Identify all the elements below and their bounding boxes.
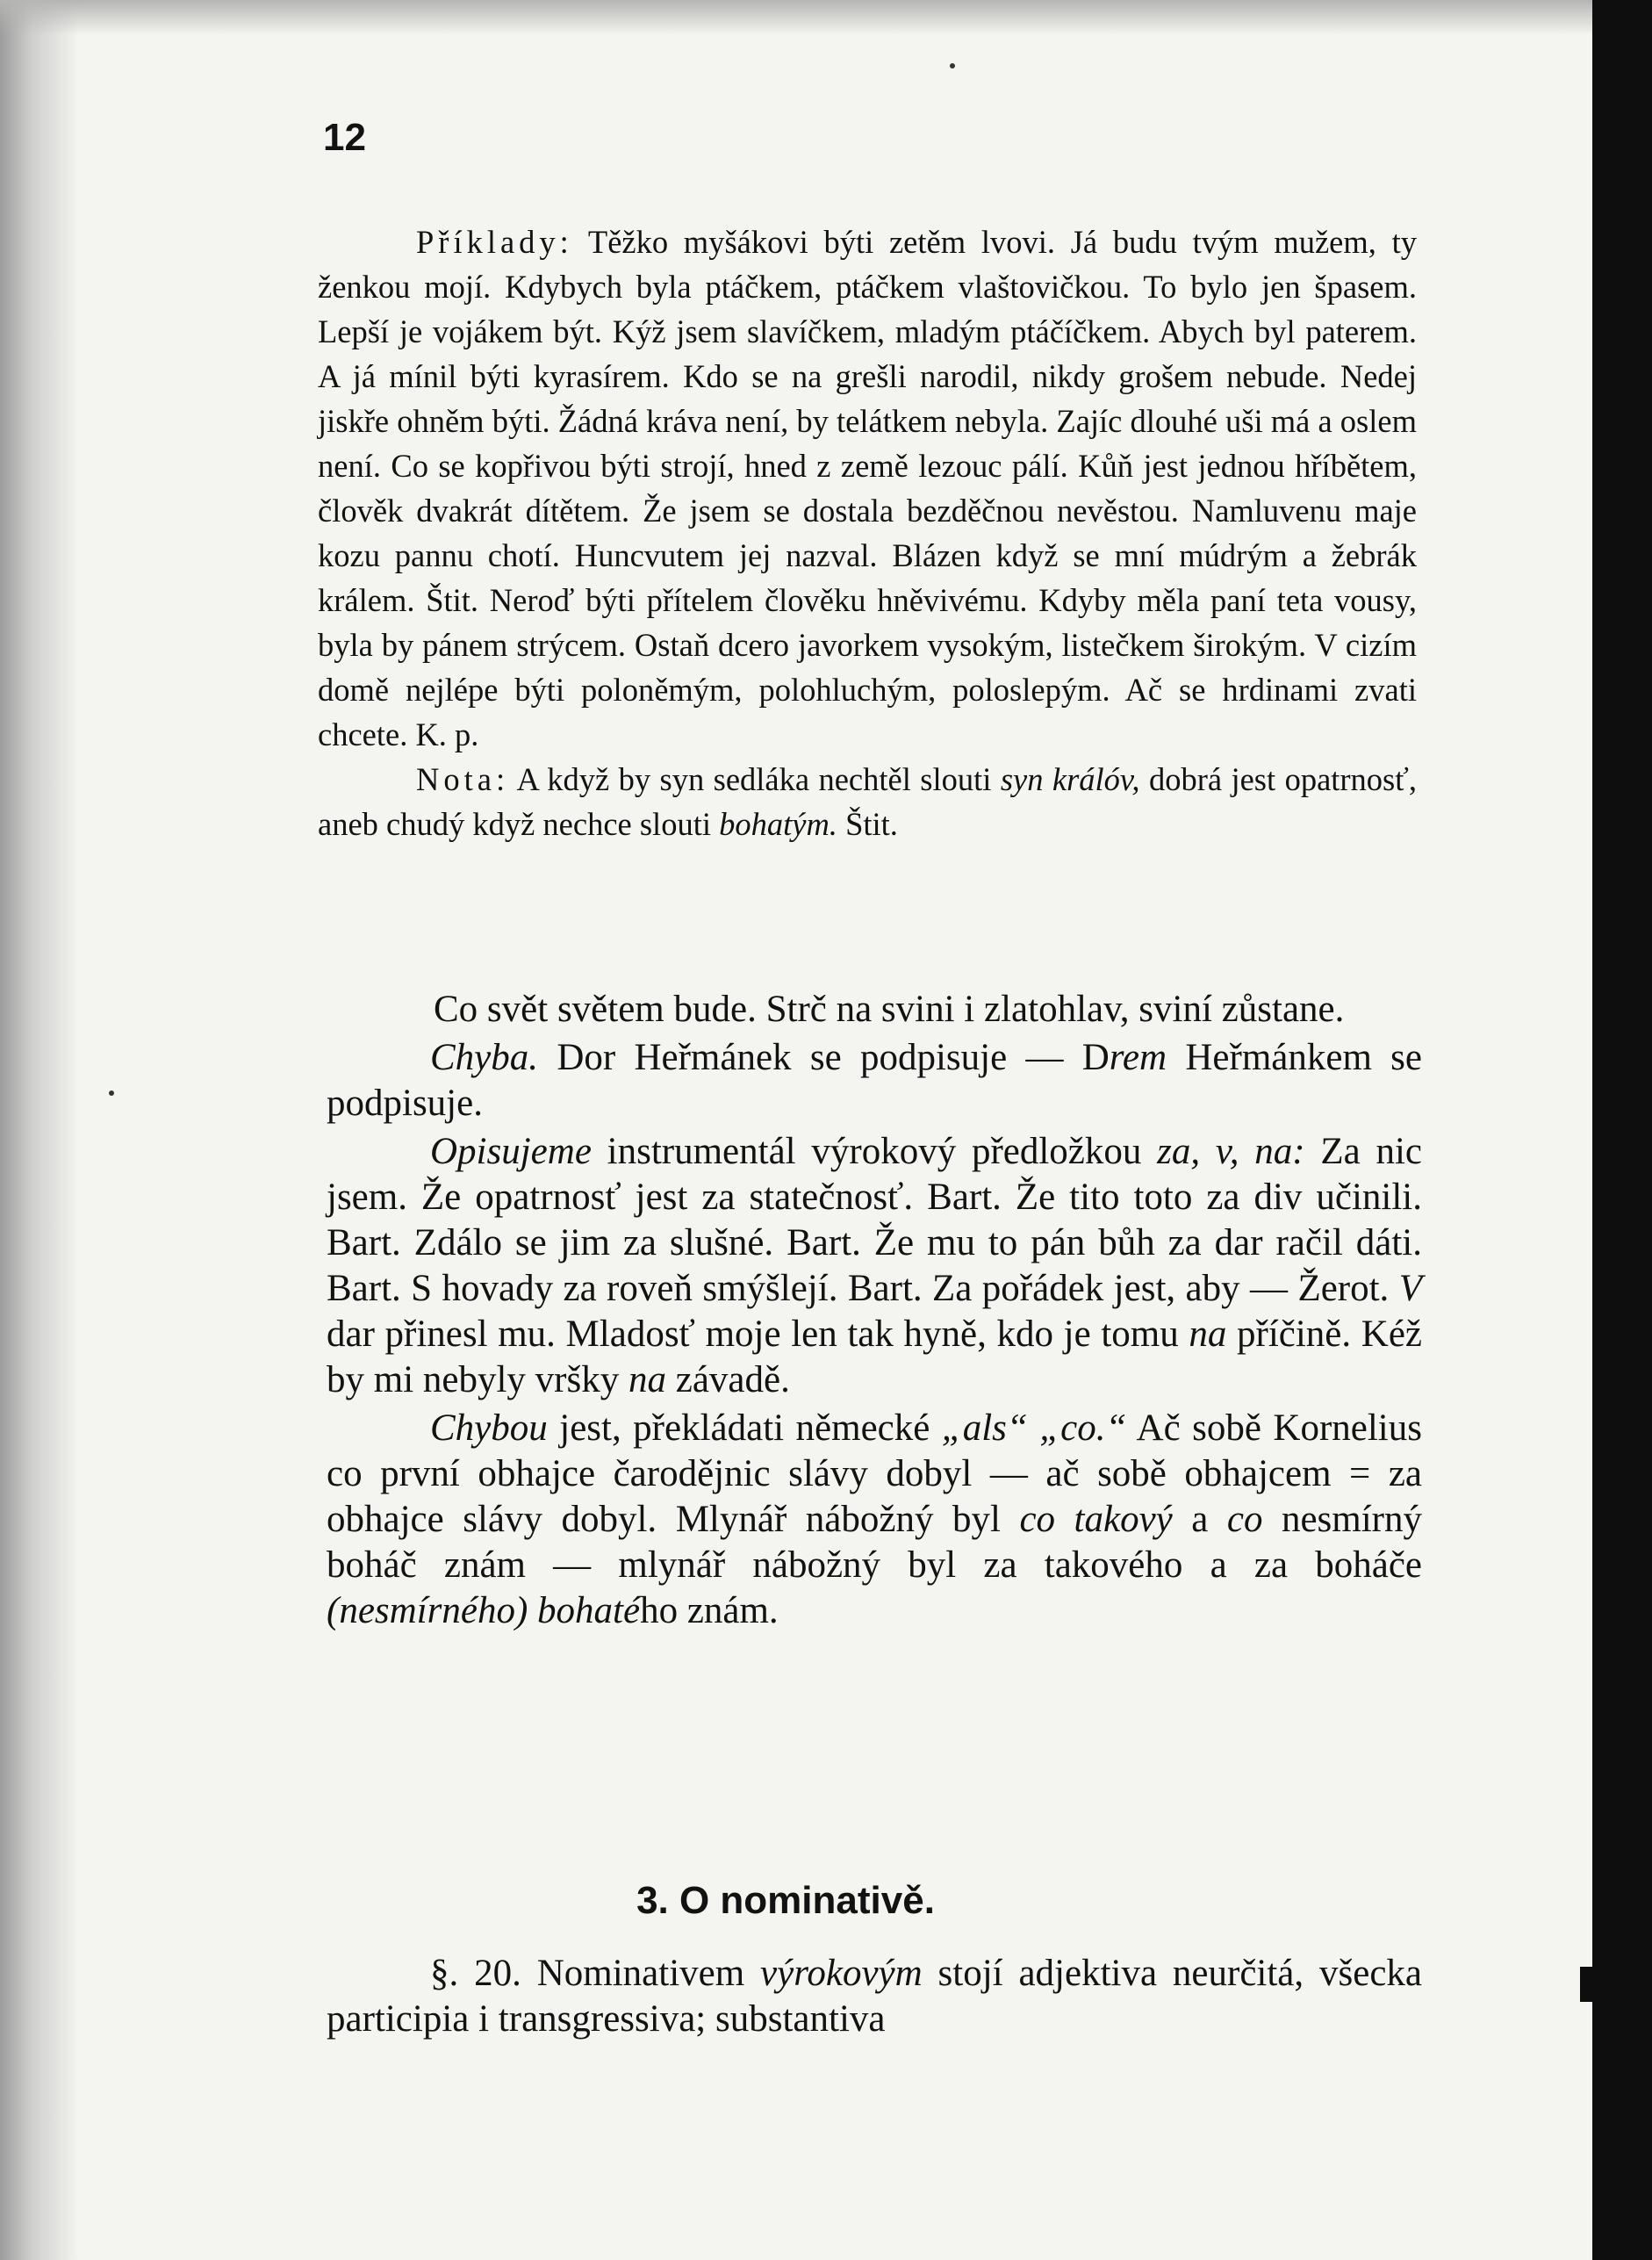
paragraph-text: stojí adjektiva neurčitá, všecka participia i transgressiva; substantiva xyxy=(327,1953,1422,2040)
paragraph-text: instrumentál výrokový předložkou xyxy=(591,1131,1158,1172)
paragraph-text: nesmírný boháč znám — mlynář nábožný byl za takového a za boháče xyxy=(327,1499,1422,1586)
paragraph-italic: co takový xyxy=(1019,1499,1173,1540)
paragraph-co-svet xyxy=(327,987,1422,1033)
paragraph-italic: výrokovým xyxy=(760,1953,923,1994)
paragraph-chybou xyxy=(327,1406,1422,1634)
paragraph-text: dar přinesl mu. Mladosť moje len tak hyně, kdo je tomu xyxy=(327,1314,1189,1355)
paragraph-italic: Opisujeme xyxy=(430,1131,592,1172)
examples-text: Těžko myšákovi býti zetěm lvovi. Já budu tvým mužem, ty ženkou mojí. Kdybych byla ptáčkem, ptáčkem vlaštovičkou. To bylo jen špasem. Lepší je vojákem být. Kýž jsem slavíčkem, mladým ptáčíčkem. Abych byl paterem. A já mínil býti kyrasírem. Kdo se na grešli narodil, nikdy grošem nebude. Nedej jiskře ohněm býti. Žádná kráva není, by telátkem nebyla. Zajíc dlouhé uši má a oslem není. Co se kopřivou býti strojí, hned z země lezouc pálí. Kůň jest jednou hříbětem, člověk dvakrát dítětem. Že jsem se dostala bezděčnou nevěstou. Namluvenu maje kozu pannu chotí. Huncvutem jej nazval. Blázen když se mní múdrým a žebrák králem. Štit. Neroď býti přítelem člověku hněvivému. Kdyby měla paní teta vousy, byla by pánem strýcem. Ostaň dcero javorkem vysokým, listečkem širokým. V cizím domě nejlépe býti poloněmým, polohluchým, poloslepým. Ač se hrdinami zvati chcete. K. p. xyxy=(318,224,1417,752)
paragraph-italic: za, v, na: xyxy=(1157,1131,1305,1172)
paragraph-italic: V xyxy=(1398,1268,1422,1309)
paragraph-text: jest, překládati německé xyxy=(547,1407,942,1449)
paragraph-nominativem xyxy=(327,1951,1422,2042)
nota-paragraph xyxy=(318,757,1417,846)
paragraph-text: příčině. Kéž by mi nebyly vršky xyxy=(327,1314,1422,1400)
paragraph-italic: rem xyxy=(1109,1037,1167,1078)
paragraph-text: Co svět světem bude. Strč na svini i zlatohlav, sviní zůstane. xyxy=(434,989,1345,1030)
nota-text: Štit. xyxy=(837,806,898,842)
paragraph-italic: Chybou xyxy=(430,1407,548,1449)
examples-label: Příklady: xyxy=(416,224,573,260)
main-text-block xyxy=(327,987,1422,1637)
paragraph-text: Ač sobě Kornelius co první obhajce čarodějnic slávy dobyl — ač sobě obhajcem = za obhajce slávy dobyl. Mlynář nábožný byl xyxy=(327,1407,1422,1540)
paragraph-text: závadě. xyxy=(665,1359,790,1400)
paragraph-italic: na xyxy=(628,1359,666,1400)
paragraph-italic: Chyba. xyxy=(430,1037,539,1078)
paragraph-text: §. 20. Nominativem xyxy=(430,1953,761,1994)
section-heading xyxy=(0,1879,1652,1923)
paragraph-text: Dor Heřmánek se podpisuje — D xyxy=(538,1037,1110,1078)
nota-label: Nota: xyxy=(416,761,510,797)
paragraph-italic: (nesmírného) bohaté xyxy=(327,1590,641,1631)
scan-shadow-top xyxy=(0,0,1652,35)
examples-block xyxy=(318,220,1417,846)
paragraph-text: Za nic jsem. Že opatrnosť jest za statečnosť. Bart. Že tito toto za div učinili. Bart. Zdálo se jim za slušné. Bart. Že mu to pán bůh za dar račil dáti. Bart. S hovady za roveň smýšlejí. Bart. Za pořádek jest, aby — Žerot. xyxy=(327,1131,1423,1309)
examples-paragraph xyxy=(318,220,1417,757)
nota-italic: syn králóv, xyxy=(1000,761,1140,797)
paragraph-italic: na xyxy=(1189,1314,1227,1355)
page-edge-mark xyxy=(1580,1967,1598,2002)
paragraph-text: a xyxy=(1172,1499,1227,1540)
paragraph-italic: „als“ „co.“ xyxy=(941,1407,1127,1449)
paragraph-italic: co xyxy=(1226,1499,1263,1540)
nota-text: dobrá jest opatrnosť, aneb chudý když nechce slouti xyxy=(318,761,1417,842)
paragraph-text: Heřmánkem se podpisuje. xyxy=(327,1037,1422,1124)
section-text-block xyxy=(327,1951,1422,2045)
section-heading-text: 3. O nominativě. xyxy=(636,1879,935,1922)
paragraph-opisujeme xyxy=(327,1129,1422,1403)
nota-italic: bohatým. xyxy=(719,806,837,842)
nota-text: A když by syn sedláka nechtěl slouti xyxy=(509,761,1001,797)
page-number: 12 xyxy=(323,116,366,159)
scan-speck xyxy=(109,1090,114,1096)
paragraph-chyba xyxy=(327,1035,1422,1126)
scan-speck xyxy=(950,63,955,68)
paragraph-text: ho znám. xyxy=(640,1590,779,1631)
